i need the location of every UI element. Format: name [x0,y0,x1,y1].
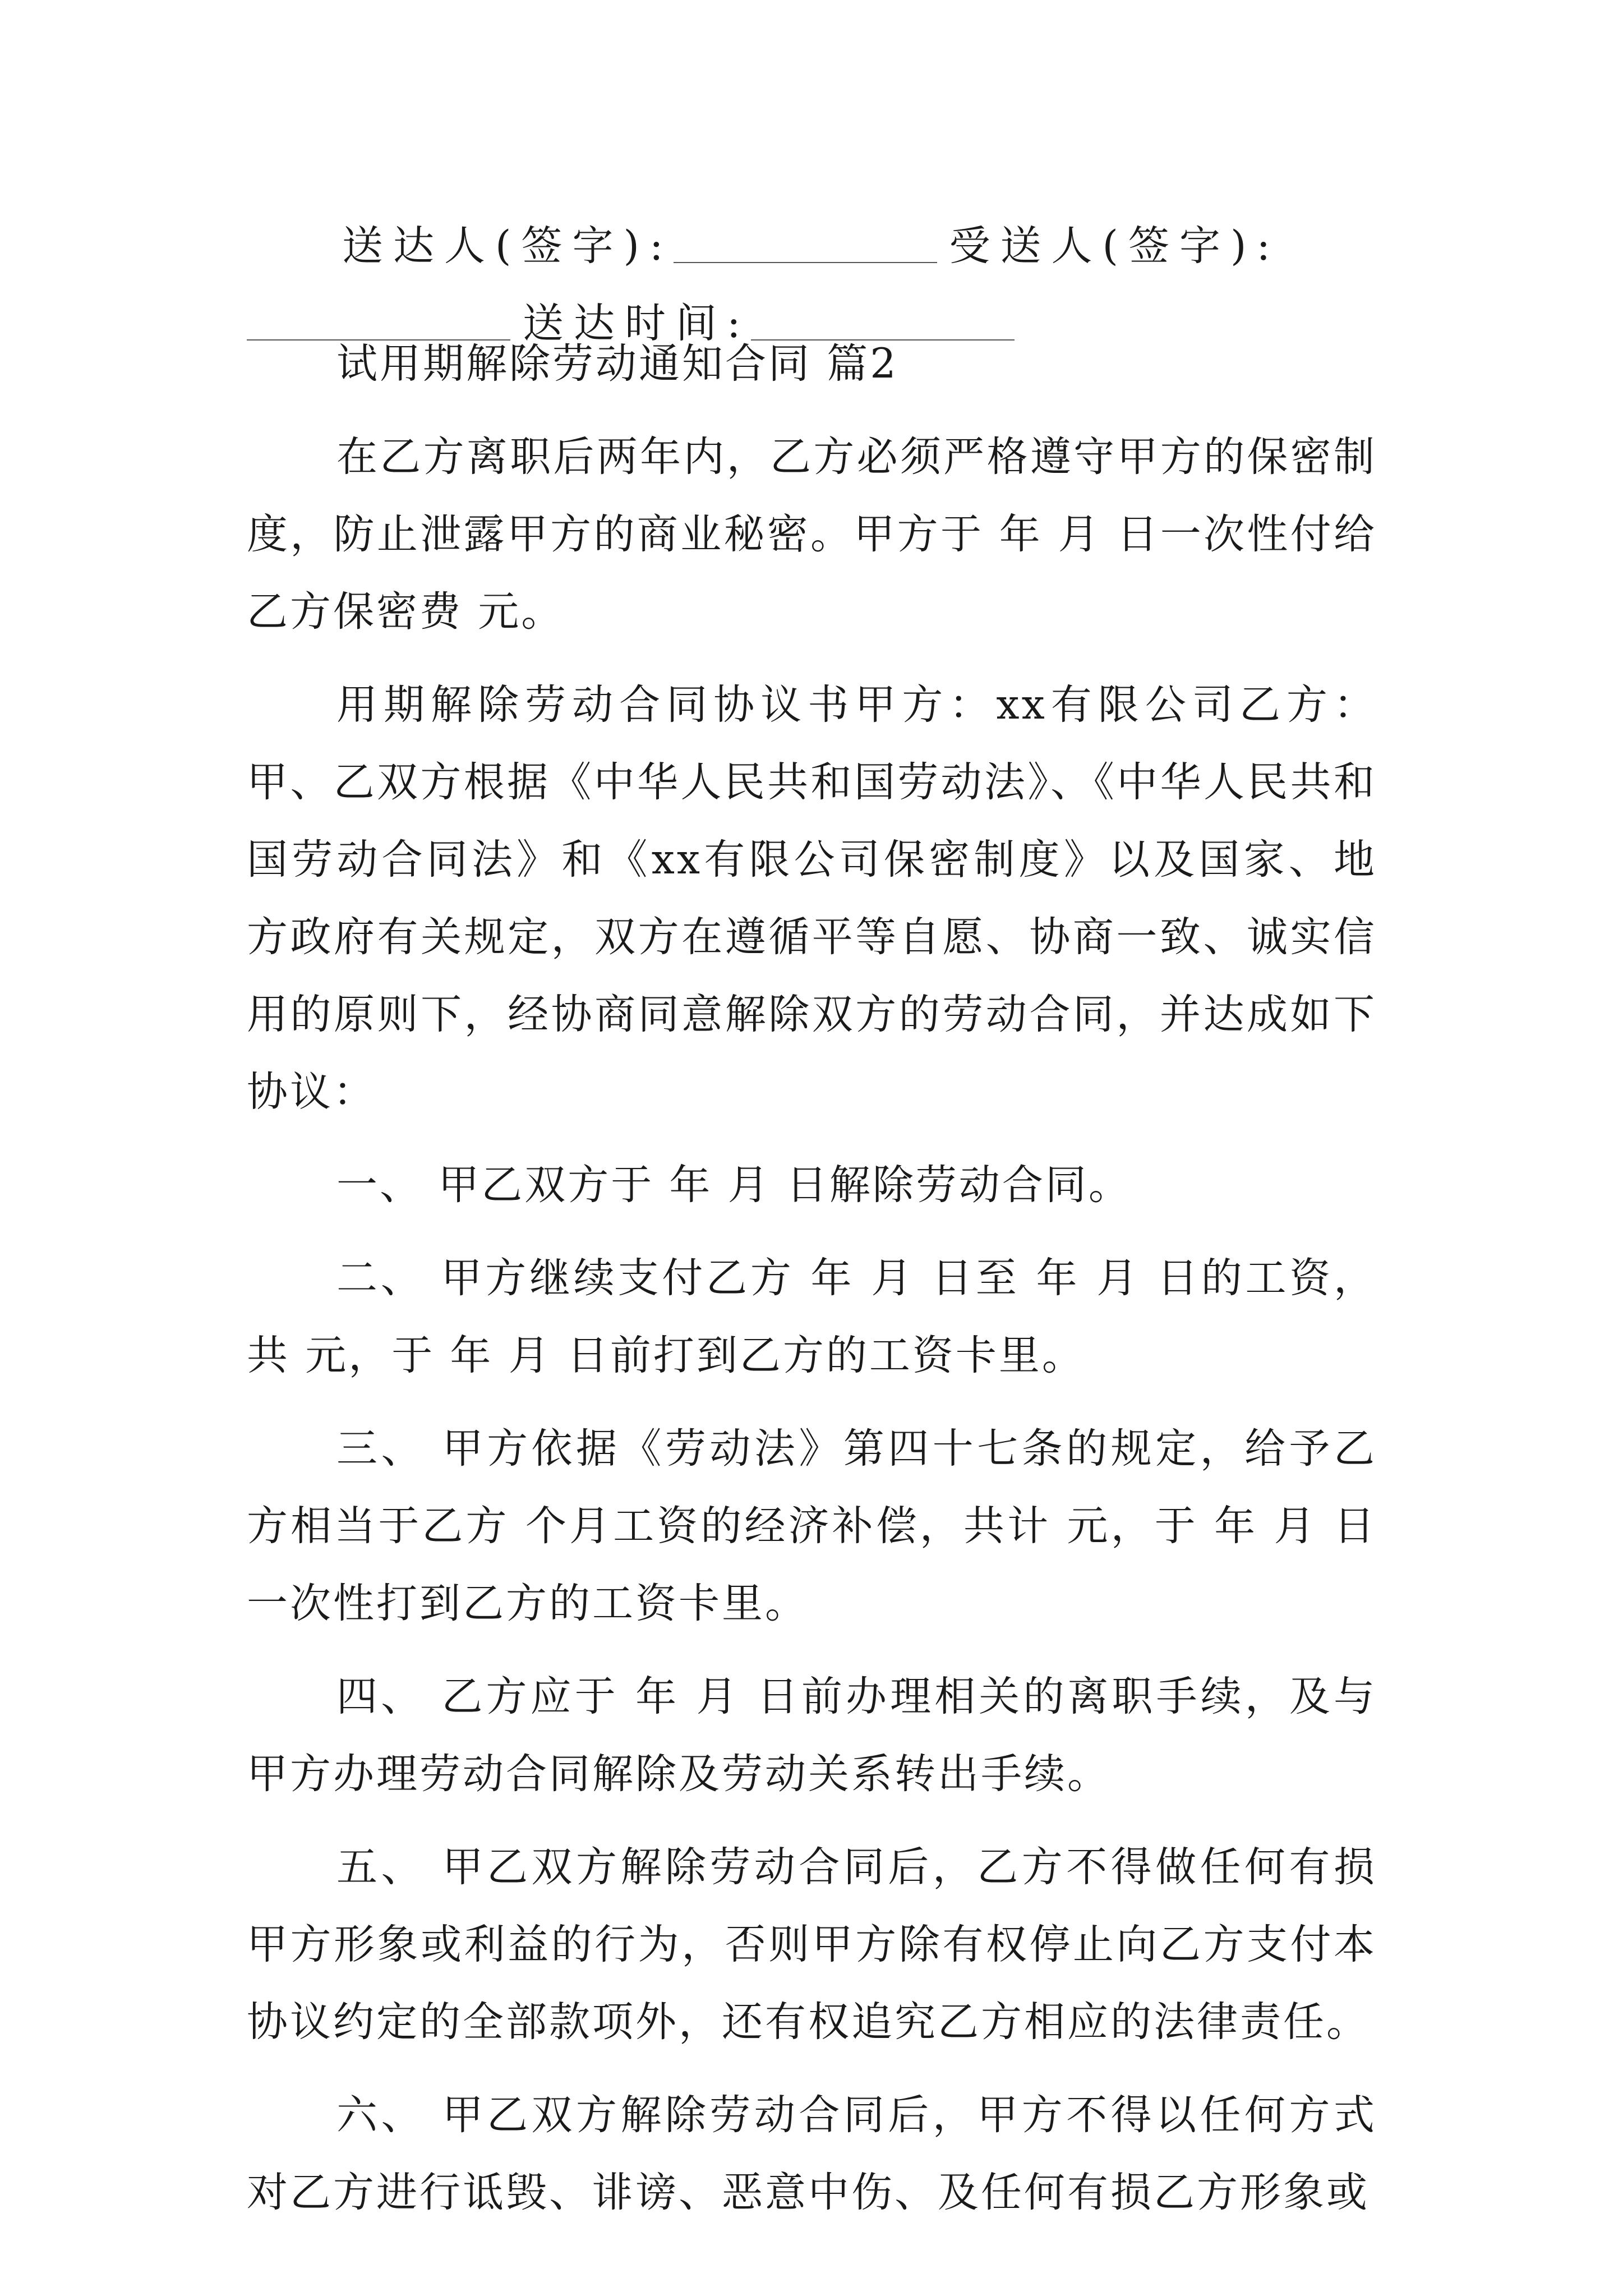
clause-1: 一、 甲乙双方于 年 月 日解除劳动合同。 [336,1161,1132,1209]
section-title: 试用期解除劳动通知合同 篇2 [336,340,898,388]
document-body [247,325,1377,2231]
clause-5: 五、 甲乙双方解除劳动合同后，乙方不得做任何有损甲方形象或利益的行为，否则甲方除有权停止向乙方支付本协议约定的全部款项外，还有权追究乙方相应的法律责任。 [247,1843,1377,2046]
sender-signature-label: 送达人(签字): [342,222,674,270]
signature-line-1 [247,208,1380,285]
receiver-signature-label: 受送人(签字): [949,222,1281,270]
clause-4: 四、 乙方应于 年 月 日前办理相关的离职手续，及与甲方办理劳动合同解除及劳动关系转出手续。 [247,1673,1377,1798]
paragraph: 用期解除劳动合同协议书甲方：xx有限公司乙方：甲、乙双方根据《中华人民共和国劳动法》、《中华人民共和国劳动合同法》和《xx有限公司保密制度》以及国家、地方政府有关规定，双方在遵循平等自愿、协商一致、诚实信用的原则下，经协商同意解除双方的劳动合同，并达成如下协议： [247,681,1377,1116]
clause-3: 三、 甲方依据《劳动法》第四十七条的规定，给予乙方相当于乙方 个月工资的经济补偿，共计 元，于 年 月 日一次性打到乙方的工资卡里。 [247,1425,1377,1627]
sender-signature-blank [674,223,937,263]
paragraph: 在乙方离职后两年内，乙方必须严格遵守甲方的保密制度，防止泄露甲方的商业秘密。甲方于 年 月 日一次性付给乙方保密费 元。 [247,433,1377,636]
delivery-time-label: 送达时间: [523,300,751,347]
clause-2: 二、 甲方继续支付乙方 年 月 日至 年 月 日的工资，共 元，于 年 月 日前打到乙方的工资卡里。 [247,1254,1377,1379]
clause-6: 六、 甲乙双方解除劳动合同后，甲方不得以任何方式对乙方进行诋毁、诽谤、恶意中伤、及任何有损乙方形象或 [247,2091,1377,2216]
